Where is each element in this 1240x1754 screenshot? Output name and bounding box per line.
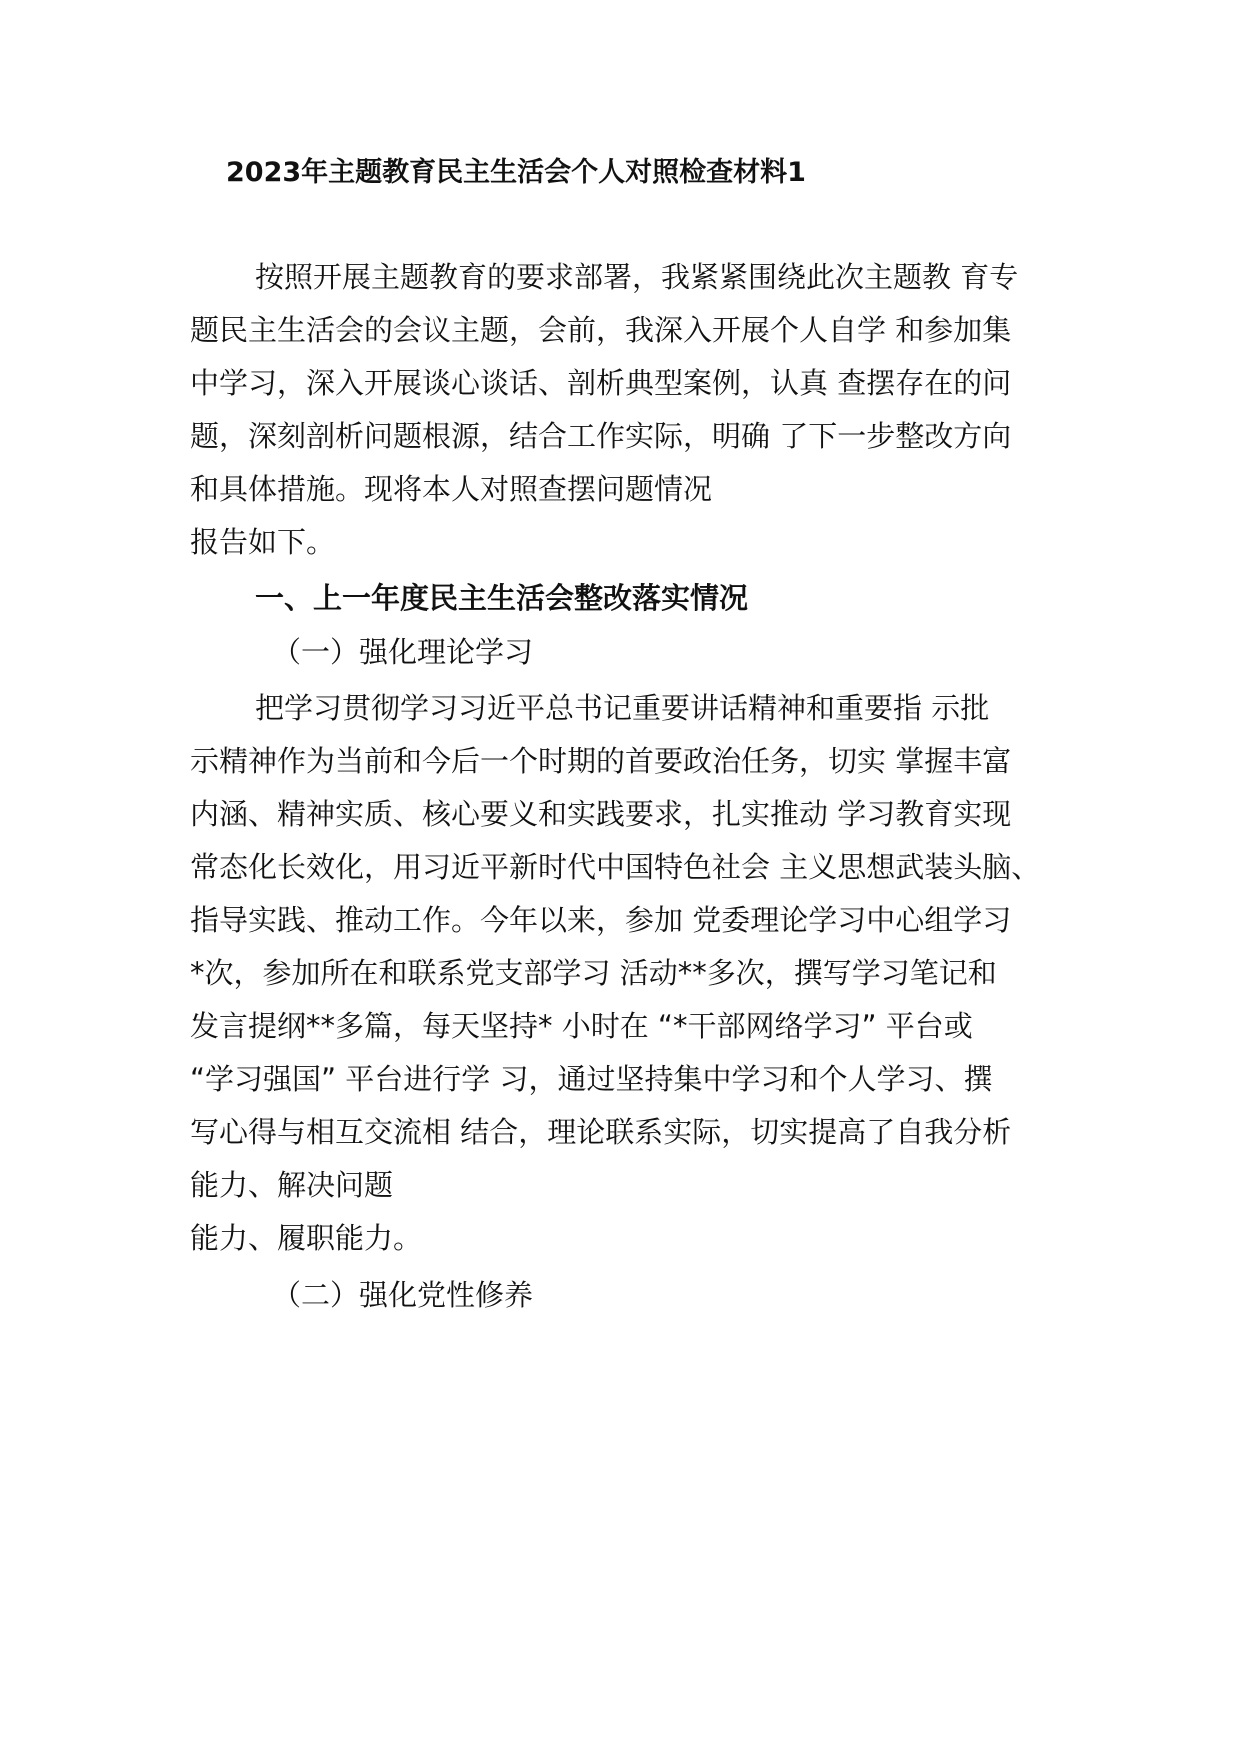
subsection-1-line: 写心得与相互交流相 结合，理论联系实际，切实提高了自我分析	[190, 1115, 1012, 1149]
document-title: 2023年主题教育民主生活会个人对照检查材料1	[226, 157, 806, 188]
subsection-2-heading: （二）强化党性修养	[272, 1278, 534, 1312]
intro-line: 报告如下。	[190, 525, 336, 559]
subsection-1-line: 能力、解决问题	[190, 1168, 394, 1202]
subsection-1-line: 能力、履职能力。	[190, 1221, 423, 1255]
subsection-1-line: *次，参加所在和联系党支部学习 活动**多次，撰写学习笔记和	[190, 956, 997, 990]
intro-line: 题，深刻剖析问题根源，结合工作实际，明确 了下一步整改方向	[190, 419, 1012, 453]
intro-line: 按照开展主题教育的要求部署，我紧紧围绕此次主题教 育专	[255, 260, 1019, 294]
section-1-heading: 一、上一年度民主生活会整改落实情况	[255, 581, 749, 615]
subsection-1-line: 常态化长效化，用习近平新时代中国特色社会 主义思想武装头脑、	[190, 850, 1041, 884]
subsection-1-line: 指导实践、推动工作。今年以来，参加 党委理论学习中心组学习	[190, 903, 1012, 937]
subsection-1-line: 示精神作为当前和今后一个时期的首要政治任务，切实 掌握丰富	[190, 744, 1012, 778]
subsection-1-line: 内涵、精神实质、核心要义和实践要求，扎实推动 学习教育实现	[190, 797, 1012, 831]
intro-line: 中学习，深入开展谈心谈话、剖析典型案例，认真 查摆存在的问	[190, 366, 1012, 400]
subsection-1-line: “学习强国” 平台进行学 习，通过坚持集中学习和个人学习、撰	[190, 1062, 993, 1096]
subsection-1-line: 发言提纲**多篇，每天坚持* 小时在 “*干部网络学习” 平台或	[190, 1009, 973, 1043]
subsection-1-line: 把学习贯彻学习习近平总书记重要讲话精神和重要指 示批	[255, 691, 990, 725]
subsection-1-heading: （一）强化理论学习	[272, 635, 534, 669]
intro-line: 和具体措施。现将本人对照查摆问题情况	[190, 472, 713, 506]
intro-line: 题民主生活会的会议主题，会前，我深入开展个人自学 和参加集	[190, 313, 1012, 347]
